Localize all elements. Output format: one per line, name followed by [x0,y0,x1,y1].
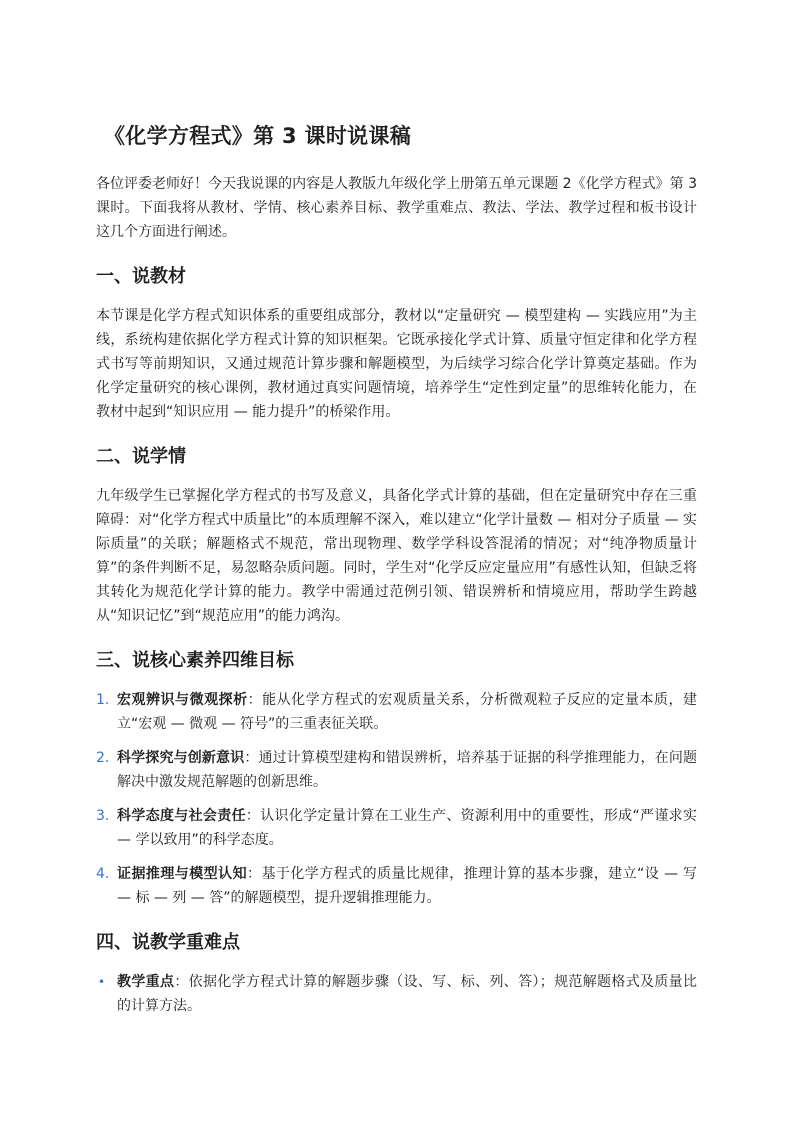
section-paragraph-students: 九年级学生已掌握化学方程式的书写及意义，具备化学式计算的基础，但在定量研究中存在三重障碍：对“化学方程式中质量比”的本质理解不深入，难以建立“化学计量数 — 相对分子质量 — 实际质量”的关联；解题格式不规范，常出现物理、数学学科设答混淆的情况；对“纯净物质量计算”的条件判断不足，易忽略杂质问题。同时，学生对“化学反应定量应用”有感性认知，但缺乏将其转化为规范化学计算的能力。教学中需通过范例引领、错误辨析和情境应用，帮助学生跨越从“知识记忆”到“规范应用”的能力鸿沟。 [96,488,697,624]
section-heading-students: 二、说学情 [96,446,186,467]
key-point-item [96,970,697,1018]
section-heading-goals: 三、说核心素养四维目标 [96,650,294,671]
key-points-list [96,970,697,1018]
key-point-label: 教学重点 [117,974,175,990]
list-number: 4. [96,866,110,882]
bullet-dot: • [98,975,106,989]
goals-list [96,688,697,910]
list-number: 1. [96,692,110,708]
goal-text: ：通过计算模型建构和错误辨析，培养基于证据的科学推理能力，在问题解决中激发规范解题的创新思维。 [117,750,698,790]
goal-label: 证据推理与模型认知 [117,866,248,882]
section-heading-key-points: 四、说教学重难点 [96,932,240,953]
document-title: 《化学方程式》第 3 课时说课稿 [104,124,412,148]
goal-text: ：能从化学方程式的宏观质量关系，分析微观粒子反应的定量本质，建立“宏观 — 微观 — 符号”的三重表征关联。 [117,692,698,732]
goal-item [96,688,697,736]
goal-text: ：认识化学定量计算在工业生产、资源利用中的重要性，形成“严谨求实 — 学以致用”的科学态度。 [117,808,697,848]
section-paragraph-textbook: 本节课是化学方程式知识体系的重要组成部分，教材以“定量研究 — 模型建构 — 实践应用”为主线，系统构建依据化学方程式计算的知识框架。它既承接化学式计算、质量守恒定律和化学方程式书写等前期知识，又通过规范计算步骤和解题模型，为后续学习综合化学计算奠定基础。作为化学定量研究的核心课例，教材通过真实问题情境，培养学生“定性到定量”的思维转化能力，在教材中起到“知识应用 — 能力提升”的桥梁作用。 [96,308,697,420]
goal-item [96,862,697,910]
key-point-text: ：依据化学方程式计算的解题步骤（设、写、标、列、答）；规范解题格式及质量比的计算方法。 [117,974,698,1014]
goal-label: 科学态度与社会责任 [117,808,246,824]
goal-label: 科学探究与创新意识 [117,750,245,766]
goal-item [96,746,697,794]
list-number: 2. [96,750,110,766]
list-number: 3. [96,808,110,824]
goal-text: ：基于化学方程式的质量比规律，推理计算的基本步骤，建立“设 — 写 — 标 — 列 — 答”的解题模型，提升逻辑推理能力。 [117,866,697,906]
goal-item [96,804,697,852]
section-heading-textbook: 一、说教材 [96,266,186,287]
intro-paragraph: 各位评委老师好！今天我说课的内容是人教版九年级化学上册第五单元课题 2《化学方程式》第 3 课时。下面我将从教材、学情、核心素养目标、教学重难点、教法、学法、教学过程和板书设计这几个方面进行阐述。 [96,176,697,240]
goal-label: 宏观辨识与微观探析 [117,692,248,708]
